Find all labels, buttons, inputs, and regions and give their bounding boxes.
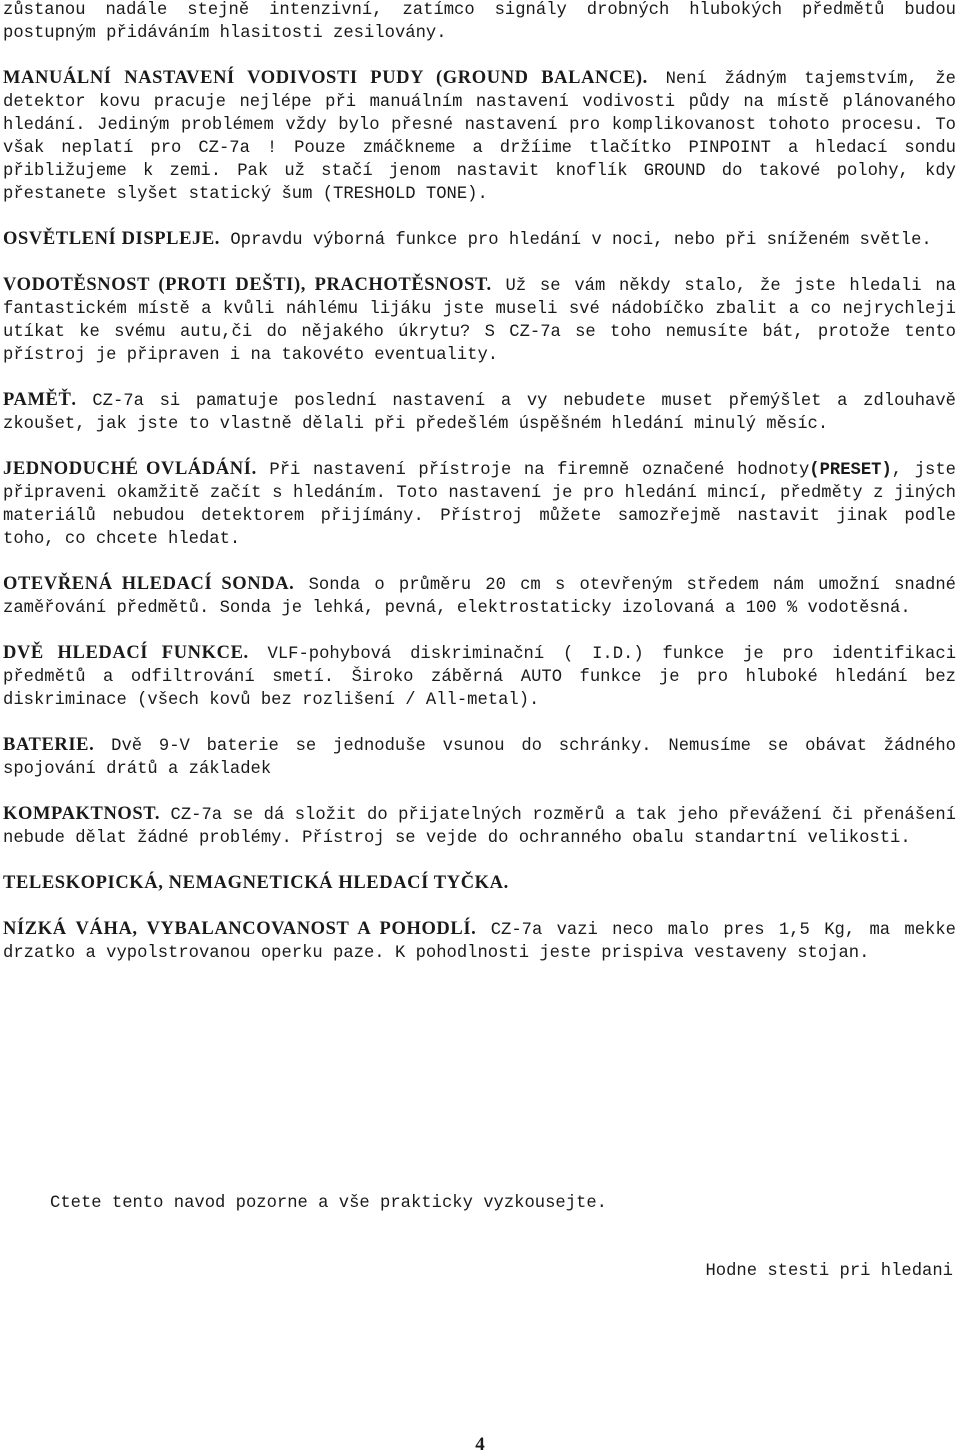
section-compact [3, 803, 956, 850]
document-page [3, 0, 956, 987]
section-heading: PAMĚŤ. [3, 390, 77, 410]
section-simple-control [3, 458, 956, 551]
section-search-modes [3, 642, 956, 712]
closing-instruction: Ctete tento navod pozorne a vše prakticky vyzkousejte. [50, 1194, 607, 1213]
section-body: Není žádným tajemstvím, že detektor kovu pracuje nejlépe při manuálním nastavení vodivosti půdy na místě plánovaného hledání. Jediným problémem vždy bylo přesné nastavení pro komplikovanost tohoto procesu. To však neplatí pro CZ-7a ! Pouze zmáčkneme a držíime tlačítko PINPOINT a hledací sondu přibližujeme k zemi. Pak už stačí jenom nastavit knoflík GROUND do takové polohy, kdy přestanete slyšet statický šum (TRESHOLD TONE). [3, 70, 956, 204]
section-heading: DVĚ HLEDACÍ FUNKCE. [3, 643, 249, 663]
section-heading: OTEVŘENÁ HLEDACÍ SONDA. [3, 574, 295, 594]
section-body: Už se vám někdy stalo, že jste hledali na fantastickém místě a kvůli náhlému lijáku jste museli své nádobíčko zbalit a co nejrychleji utíkat ke svému autu,či do nějakého úkrytu? S CZ-7a se toho nemusíte bát, protože tento přístroj je připraven i na takovéto eventuality. [3, 277, 956, 365]
section-batteries [3, 734, 956, 781]
section-body: , jste připraveni okamžitě začít s hledáním. Toto nastavení je pro hledání mincí, předměty z jiných materiálů nebudou detektorem přijímány. Přístroj můžete samozřejmě nastavit jinak podle toho, co chcete hledat. [3, 461, 956, 549]
section-heading: OSVĚTLENÍ DISPLEJE. [3, 229, 221, 249]
page-number: 4 [475, 1434, 485, 1455]
section-display-light [3, 228, 956, 252]
section-open-coil [3, 573, 956, 620]
section-body: CZ-7a se dá složit do přijatelných rozměrů a tak jeho převážení či přenášení nebude dělat žádné problémy. Přístroj se vejde do ochranného obalu standartní velikosti. [3, 806, 956, 848]
preset-emphasis: (PRESET) [809, 461, 892, 480]
section-heading: VODOTĚSNOST (PROTI DEŠTI), PRACHOTĚSNOST. [3, 275, 492, 295]
section-body: CZ-7a si pamatuje poslední nastavení a vy nebudete muset přemýšlet a zdlouhavě zkoušet, jak jste to vlastně dělali při předešlém úspěšném hledání minulý měsíc. [3, 392, 956, 434]
section-body-lead: Při nastavení přístroje na firemně označené hodnoty [256, 461, 810, 480]
section-ground-balance [3, 67, 956, 206]
section-heading: TELESKOPICKÁ, NEMAGNETICKÁ HLEDACÍ TYČKA. [3, 873, 509, 893]
section-body: Sonda o průměru 20 cm s otevřeným středem nám umožní snadné zaměřování předmětů. Sonda je lehká, pevná, elektrostaticky izolovaná a 100 % vodotěsná. [3, 576, 956, 618]
section-heading: BATERIE. [3, 735, 95, 755]
section-body: Dvě 9-V baterie se jednoduše vsunou do schránky. Nemusíme se obávat žádného spojování drátů a základek [3, 737, 956, 779]
section-heading: KOMPAKTNOST. [3, 804, 161, 824]
section-body: CZ-7a vazi neco malo pres 1,5 Kg, ma mekke drzatko a vypolstrovanou operku paze. K pohodlnosti jeste prispiva vestaveny stojan. [3, 921, 956, 963]
section-heading: NÍZKÁ VÁHA, VYBALANCOVANOST A POHODLÍ. [3, 919, 477, 939]
intro-continuation: zůstanou nadále stejně intenzivní, zatímco signály drobných hlubokých předmětů budou postupným přidáváním hlasitosti zesilovány. [3, 1, 956, 43]
section-heading: JEDNODUCHÉ OVLÁDÁNÍ. [3, 459, 257, 479]
section-low-weight [3, 918, 956, 965]
section-body: Opravdu výborná funkce pro hledání v noci, nebo při sníženém světle. [220, 231, 932, 250]
section-telescopic-shaft [3, 872, 956, 896]
section-body: VLF-pohybová diskriminační ( I.D.) funkce je pro identifikaci předmětů a odfiltrování smetí. Široko záběrná AUTO funkce je pro hluboké hledání bez diskriminace (všech kovů bez rozlišení / All-metal). [3, 645, 957, 710]
closing-greeting: Hodne stesti pri hledani [705, 1262, 953, 1281]
section-waterproof [3, 274, 956, 367]
section-memory [3, 389, 956, 436]
section-heading: MANUÁLNÍ NASTAVENÍ VODIVOSTI PUDY (GROUND BALANCE). [3, 68, 648, 88]
